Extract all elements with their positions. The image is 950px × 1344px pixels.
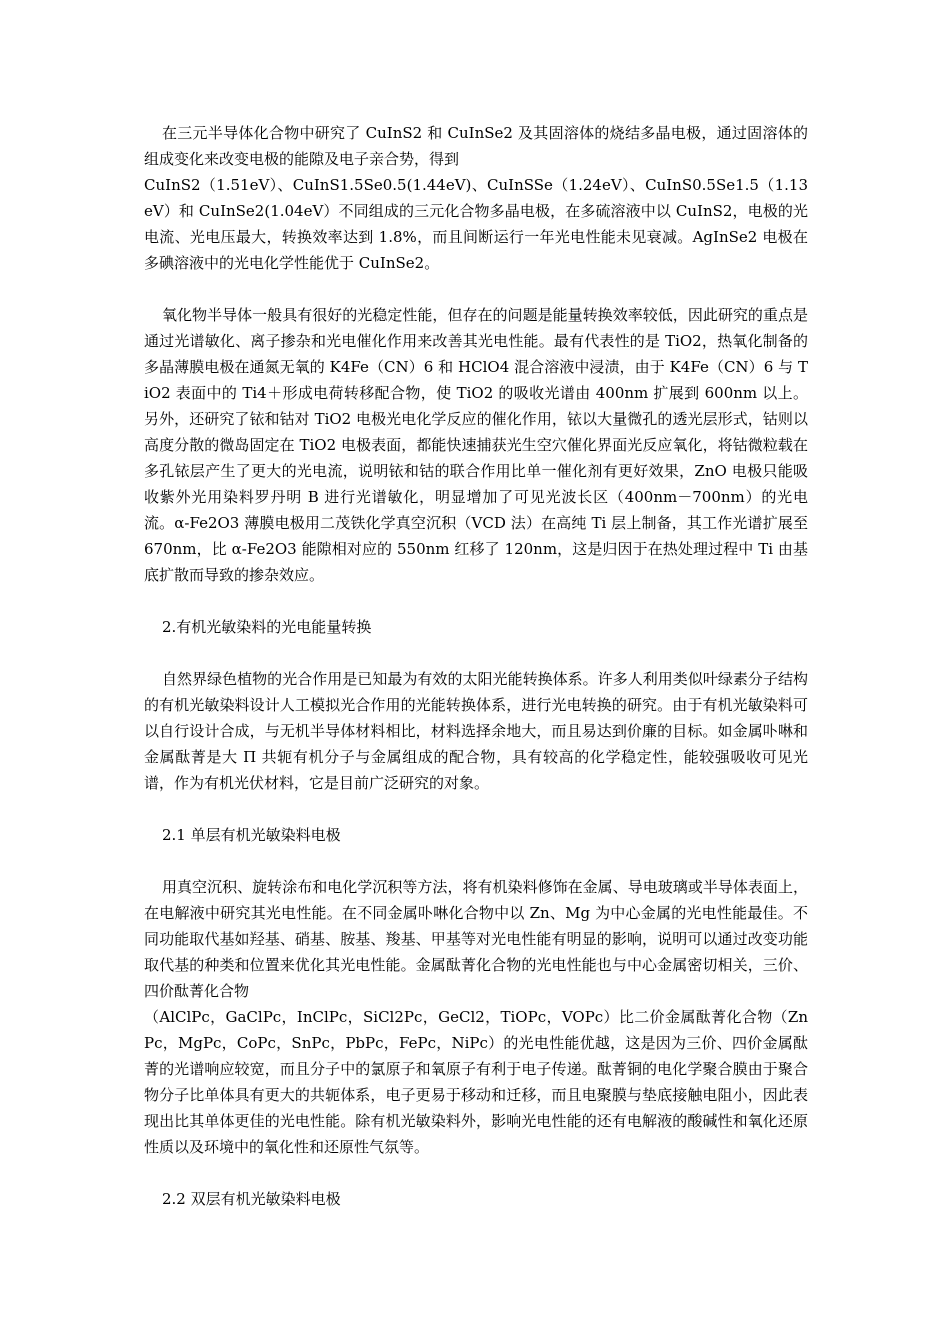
- paragraph-gap: [144, 276, 808, 302]
- document-page: [144, 120, 808, 1212]
- paragraph-gap: [144, 1160, 808, 1186]
- paragraph-photosynthesis: 自然界绿色植物的光合作用是已知最为有效的太阳光能转换体系。许多人利用类似叶绿素分子结构的有机光敏染料设计人工模拟光合作用的光能转换体系，进行光电转换的研究。由于有机光敏染料可以自行设计合成，与无机半导体材料相比，材料选择余地大，而且易达到价廉的目标。如金属卟啉和金属酞菁是大 Π 共轭有机分子与金属组成的配合物，具有较高的化学稳定性，能较强吸收可见光谱，作为有机光伏材料，它是目前广泛研究的对象。: [144, 670, 808, 792]
- section-heading-single-layer: 2.1 单层有机光敏染料电极: [162, 826, 341, 844]
- paragraph-gap: [144, 588, 808, 614]
- paragraph-gap: [144, 796, 808, 822]
- paragraph-single-layer-continued: （AlClPc，GaClPc，InClPc，SiCl2Pc，GeCl2，TiOPc，VOPc）比二价金属酞菁化合物（ZnPc，MgPc，CoPc，SnPc，PbPc，FePc，NiPc）的光电性能优越，这是因为三价、四价金属酞菁的光谱响应较宽，而且分子中的氯原子和氧原子有利于电子传递。酞菁铜的电化学聚合膜由于聚合物分子比单体具有更大的共轭体系，电子更易于移动和迁移，而且电聚膜与垫底接触电阻小，因此表现出比其单体更佳的光电性能。除有机光敏染料外，影响光电性能的还有电解液的酸碱性和氧化还原性质以及环境中的氧化性和还原性气氛等。: [144, 1008, 808, 1156]
- paragraph-ternary-semiconductor: 在三元半导体化合物中研究了 CuInS2 和 CuInSe2 及其固溶体的烧结多晶电极，通过固溶体的组成变化来改变电极的能隙及电子亲合势，得到: [144, 124, 808, 168]
- paragraph-gap: [144, 640, 808, 666]
- section-heading-double-layer: 2.2 双层有机光敏染料电极: [162, 1190, 341, 1208]
- section-heading-organic-dyes: 2.有机光敏染料的光电能量转换: [162, 618, 372, 636]
- paragraph-gap: [144, 848, 808, 874]
- paragraph-ternary-semiconductor-continued: CuInS2（1.51eV）、CuInS1.5Se0.5(1.44eV)、CuInSSe（1.24eV）、CuInS0.5Se1.5（1.13eV）和 CuInSe2(1.04eV）不同组成的三元化合物多晶电极，在多硫溶液中以 CuInS2，电极的光电流、光电压最大，转换效率达到 1.8%，而且间断运行一年光电性能未见衰减。AgInSe2 电极在多碘溶液中的光电化学性能优于 CuInSe2。: [144, 176, 808, 272]
- paragraph-single-layer-methods: 用真空沉积、旋转涂布和电化学沉积等方法，将有机染料修饰在金属、导电玻璃或半导体表面上，在电解液中研究其光电性能。在不同金属卟啉化合物中以 Zn、Mg 为中心金属的光电性能最佳。不同功能取代基如羟基、硝基、胺基、羧基、甲基等对光电性能有明显的影响，说明可以通过改变功能取代基的种类和位置来优化其光电性能。金属酞菁化合物的光电性能也与中心金属密切相关，三价、四价酞菁化合物: [144, 878, 808, 1000]
- paragraph-oxide-semiconductor: 氧化物半导体一般具有很好的光稳定性能，但存在的问题是能量转换效率较低，因此研究的重点是通过光谱敏化、离子掺杂和光电催化作用来改善其光电性能。最有代表性的是 TiO2，热氧化制备的多晶薄膜电极在通氮无氧的 K4Fe（CN）6 和 HClO4 混合溶液中浸渍，由于 K4Fe（CN）6 与 TiO2 表面中的 Ti4＋形成电荷转移配合物，使 TiO2 的吸收光谱由 400nm 扩展到 600nm 以上。另外，还研究了铱和钴对 TiO2 电极光电化学反应的催化作用，铱以大量微孔的透光层形式，钴则以高度分散的微岛固定在 TiO2 电极表面，都能快速捕获光生空穴催化界面光反应氧化，将钴微粒载在多孔铱层产生了更大的光电流，说明铱和钴的联合作用比单一催化剂有更好效果，ZnO 电极只能吸收紫外光用染料罗丹明 B 进行光谱敏化，明显增加了可见光波长区（400nm－700nm）的光电流。α-Fe2O3 薄膜电极用二茂铁化学真空沉积（VCD 法）在高纯 Ti 层上制备，其工作光谱扩展至 670nm，比 α-Fe2O3 能隙相对应的 550nm 红移了 120nm，这是归因于在热处理过程中 Ti 由基底扩散而导致的掺杂效应。: [144, 306, 808, 584]
